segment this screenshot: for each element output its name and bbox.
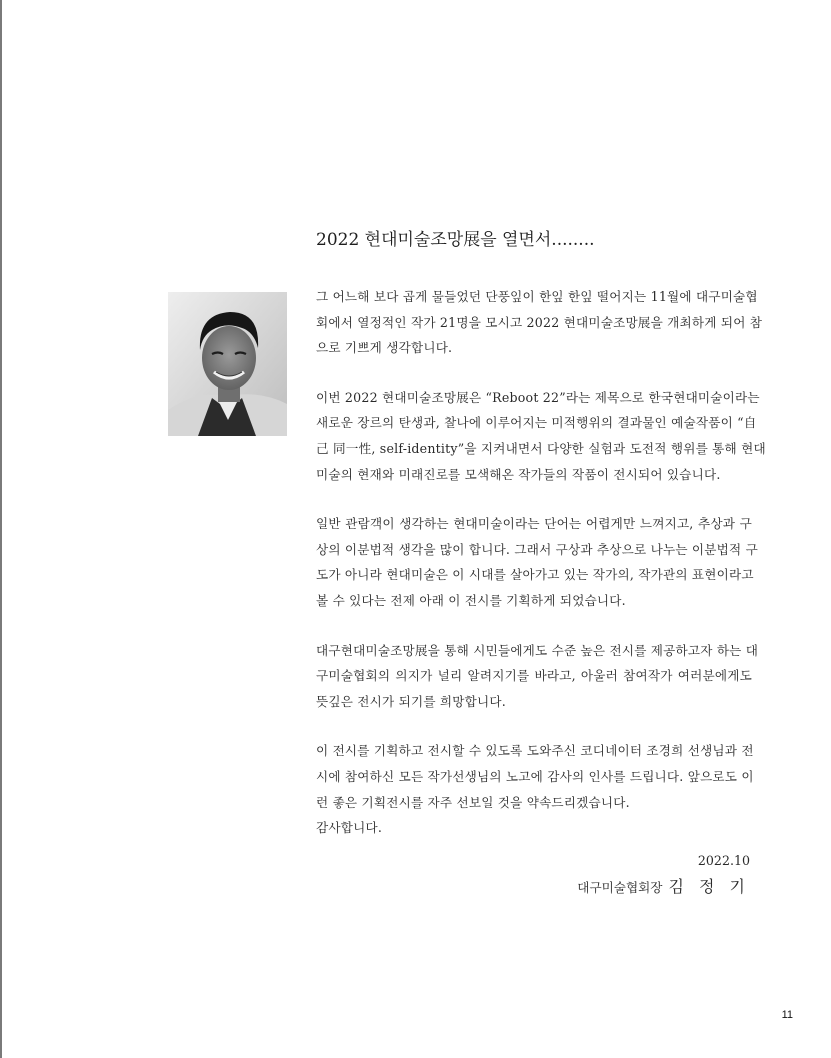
letter-body <box>316 284 766 865</box>
paragraph-3 <box>316 511 758 613</box>
text-line: 회에서 열정적인 작가 21명을 모시고 2022 현대미술조망展을 개최하게 되어 참 <box>316 314 763 330</box>
paragraph-4 <box>316 638 759 715</box>
text-line: 새로운 장르의 탄생과, 찰나에 이루어지는 미적행위의 결과물인 예술작품이 “自 <box>316 415 757 431</box>
text-line: 볼 수 있다는 전제 아래 이 전시를 기획하게 되었습니다. <box>316 592 626 608</box>
text-line: 도가 아니라 현대미술은 이 시대를 살아가고 있는 작가의, 작가관의 표현이라고 <box>316 567 754 583</box>
signature-block <box>577 874 750 897</box>
paragraph-5 <box>316 738 752 840</box>
text-line: 상의 이분법적 생각을 많이 합니다. 그래서 구상과 추상으로 나누는 이분법적 구 <box>316 541 758 557</box>
author-portrait-photo <box>168 292 287 436</box>
text-line: 己 同一性, self-identity”을 지켜내면서 다양한 실험과 도전적 행위를 통해 현대 <box>316 440 766 456</box>
text-line: 그 어느해 보다 곱게 물들었던 단풍잎이 한잎 한잎 떨어지는 11월에 대구미술협 <box>316 289 758 304</box>
page-number: 11 <box>781 1009 793 1021</box>
page-title: 2022 현대미술조망展을 열면서........ <box>316 230 595 250</box>
paragraph-2 <box>316 385 766 487</box>
text-line: 대구현대미술조망展을 통해 시민들에게도 수준 높은 전시를 제공하고자 하는 대 <box>316 642 759 658</box>
signer-name: 김 정 기 <box>668 877 750 896</box>
text-line: 으로 기쁘게 생각합니다. <box>316 340 453 356</box>
text-line: 미술의 현재와 미래진로를 모색해온 작가들의 작품이 전시되어 있습니다. <box>316 466 721 482</box>
text-line: 감사합니다. <box>316 820 383 836</box>
text-line: 뜻깊은 전시가 되기를 희망합니다. <box>316 693 506 709</box>
text-line: 시에 참여하신 모든 작가선생님의 노고에 감사의 인사를 드립니다. 앞으로도 이 <box>316 768 754 784</box>
text-line: 일반 관람객이 생각하는 현대미술이라는 단어는 어렵게만 느껴지고, 추상과 구 <box>316 516 752 532</box>
text-line: 런 좋은 기획전시를 자주 선보일 것을 약속드리겠습니다. <box>316 794 630 810</box>
paragraph-1 <box>316 284 763 361</box>
page-spine-edge <box>0 0 2 1058</box>
letter-date: 2022.10 <box>697 853 750 868</box>
text-line: 구미술협회의 의지가 널리 알려지기를 바라고, 아울러 참여작가 여러분에게도 <box>316 668 752 684</box>
text-line: 이 전시를 기획하고 전시할 수 있도록 도와주신 코디네이터 조경희 선생님과 전 <box>316 743 754 759</box>
text-line: 이번 2022 현대미술조망展은 “Reboot 22”라는 제목으로 한국현대미술이라는 <box>316 389 760 405</box>
signer-role: 대구미술협회장 <box>577 880 663 895</box>
